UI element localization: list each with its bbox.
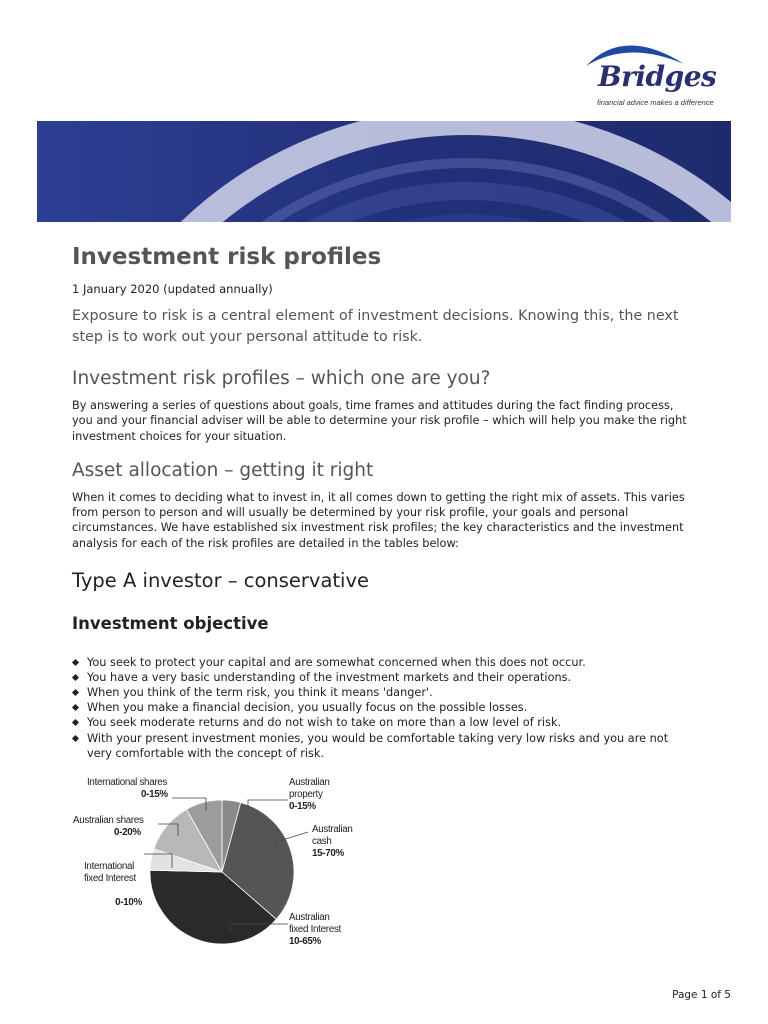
section-body-asset-allocation: When it comes to deciding what to invest in, it all comes down to getting the right mix of assets. This varies from person to person and will usually be determined by your risk profile, your goals and personal circumstances. We have established six investment risk profiles; the key characteristics and the investment analysis for each of the risk profiles are detailed in the tables below: bbox=[72, 490, 685, 550]
logo-wordmark: Bridges bbox=[598, 60, 717, 93]
document-date: 1 January 2020 (updated annually) bbox=[72, 282, 273, 296]
diamond-bullet-icon bbox=[72, 704, 79, 711]
header bbox=[0, 0, 768, 120]
objective-heading: Investment objective bbox=[72, 614, 269, 634]
section-body-risk-profiles: By answering a series of questions about goals, time frames and attitudes during the fact finding process, you and your financial adviser will be able to determine your risk profile – which will help you make the right investment choices for your situation. bbox=[72, 399, 687, 443]
diamond-bullet-icon bbox=[72, 719, 79, 726]
label-australian-property: Australian property 0-15% bbox=[289, 777, 330, 812]
list-item: With your present investment monies, you would be comfortable taking very low risks and you are not very comfortable with the concept of risk. bbox=[72, 731, 692, 761]
diamond-bullet-icon bbox=[72, 659, 79, 666]
section-heading-asset-allocation: Asset allocation – getting it right bbox=[72, 459, 374, 481]
lead-paragraph: Exposure to risk is a central element of investment decisions. Knowing this, the next step is to work out your personal attitude to risk. bbox=[72, 308, 679, 345]
section-heading-risk-profiles: Investment risk profiles – which one are you? bbox=[72, 368, 491, 389]
diamond-bullet-icon bbox=[72, 735, 79, 742]
document-body bbox=[72, 244, 692, 761]
logo-tagline: financial advice makes a difference bbox=[597, 98, 714, 107]
list-item: You seek moderate returns and do not wish to take on more than a low level of risk. bbox=[72, 715, 692, 730]
list-item: You have a very basic understanding of the investment markets and their operations. bbox=[72, 670, 692, 685]
investor-type-heading: Type A investor – conservative bbox=[72, 569, 370, 593]
page-number: Page 1 of 5 bbox=[672, 989, 731, 1001]
page-title: Investment risk profiles bbox=[72, 244, 382, 270]
asset-allocation-pie-chart bbox=[60, 772, 380, 958]
objective-list bbox=[72, 655, 692, 761]
label-international-fixed-interest: International fixed Interest 0-10% bbox=[84, 861, 142, 908]
bridges-logo bbox=[584, 36, 717, 112]
label-australian-fixed-interest: Australian fixed Interest 10-65% bbox=[289, 912, 341, 947]
label-international-shares: International shares 0-15% bbox=[87, 777, 168, 800]
label-australian-shares: Australian shares 0-20% bbox=[73, 815, 144, 838]
header-banner bbox=[37, 121, 731, 222]
list-item: When you make a financial decision, you usually focus on the possible losses. bbox=[72, 700, 692, 715]
diamond-bullet-icon bbox=[72, 689, 79, 696]
label-australian-cash: Australian cash 15-70% bbox=[312, 824, 353, 859]
list-item: When you think of the term risk, you think it means 'danger'. bbox=[72, 685, 692, 700]
list-item: You seek to protect your capital and are somewhat concerned when this does not occur. bbox=[72, 655, 692, 670]
diamond-bullet-icon bbox=[72, 674, 79, 681]
